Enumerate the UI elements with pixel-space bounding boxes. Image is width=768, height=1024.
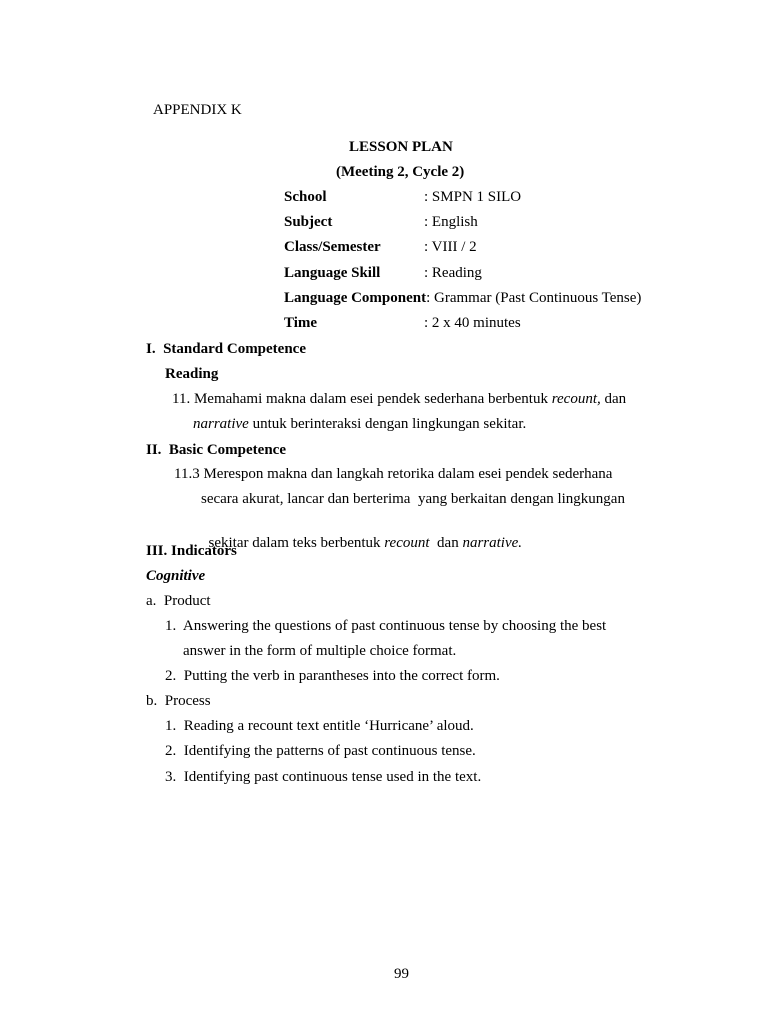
subject-value: : English bbox=[424, 214, 478, 230]
class-semester-label: Class/Semester bbox=[284, 239, 381, 255]
language-skill-value: : Reading bbox=[424, 265, 482, 281]
school-value: : SMPN 1 SILO bbox=[424, 189, 522, 205]
standard-competence-text: 11. Memahami makna dalam esei pendek sederhana berbentuk bbox=[172, 391, 552, 407]
recount-term-2: recount bbox=[384, 535, 430, 551]
basic-competence-line-3 bbox=[201, 516, 522, 552]
cognitive-label: Cognitive bbox=[146, 568, 206, 584]
basic-competence-line-2: secara akurat, lancar dan berterima yang berkaitan dengan lingkungan bbox=[201, 491, 625, 507]
basic-competence-mid: dan bbox=[429, 535, 463, 551]
standard-competence-item-cont bbox=[193, 415, 526, 433]
language-component-row bbox=[284, 289, 641, 307]
language-component-label: Language Component bbox=[284, 290, 427, 306]
standard-competence-item bbox=[172, 390, 626, 408]
time-value: : 2 x 40 minutes bbox=[424, 315, 521, 331]
class-semester-value: : VIII / 2 bbox=[424, 239, 477, 255]
time-label: Time bbox=[284, 315, 318, 331]
product-label: a. Product bbox=[146, 593, 211, 609]
page-number: 99 bbox=[394, 966, 409, 982]
recount-term: recount, bbox=[551, 391, 601, 407]
product-item-1: 1. Answering the questions of past continuous tense by choosing the best bbox=[165, 618, 607, 634]
subject-label: Subject bbox=[284, 214, 333, 230]
document-subtitle: (Meeting 2, Cycle 2) bbox=[336, 164, 465, 180]
basic-competence-text: sekitar dalam teks berbentuk bbox=[208, 535, 385, 551]
basic-competence-heading: II. Basic Competence bbox=[146, 442, 286, 458]
product-item-2: 2. Putting the verb in parantheses into the correct form. bbox=[165, 668, 500, 684]
standard-competence-heading: I. Standard Competence bbox=[146, 341, 306, 357]
product-item-1-cont: answer in the form of multiple choice format. bbox=[183, 643, 457, 659]
standard-competence-text-end: dan bbox=[600, 391, 627, 407]
language-skill-label: Language Skill bbox=[284, 265, 381, 281]
process-item-3: 3. Identifying past continuous tense used in the text. bbox=[165, 769, 482, 785]
indicators-heading: III. Indicators bbox=[146, 543, 237, 559]
narrative-term: narrative bbox=[193, 416, 249, 432]
language-component-value: : Grammar (Past Continuous Tense) bbox=[426, 290, 642, 306]
standard-competence-text-2: untuk berinteraksi dengan lingkungan sekitar. bbox=[248, 416, 527, 432]
appendix-label: APPENDIX K bbox=[153, 102, 242, 118]
narrative-term-2: narrative. bbox=[462, 535, 523, 551]
process-label: b. Process bbox=[146, 693, 211, 709]
document-title: LESSON PLAN bbox=[349, 139, 453, 155]
process-item-1: 1. Reading a recount text entitle ‘Hurricane’ aloud. bbox=[165, 718, 474, 734]
process-item-2: 2. Identifying the patterns of past continuous tense. bbox=[165, 743, 476, 759]
cognitive-heading bbox=[146, 567, 205, 585]
school-label: School bbox=[284, 189, 327, 205]
basic-competence-line-1: 11.3 Merespon makna dan langkah retorika dalam esei pendek sederhana bbox=[174, 466, 613, 482]
reading-subheading: Reading bbox=[165, 366, 219, 382]
